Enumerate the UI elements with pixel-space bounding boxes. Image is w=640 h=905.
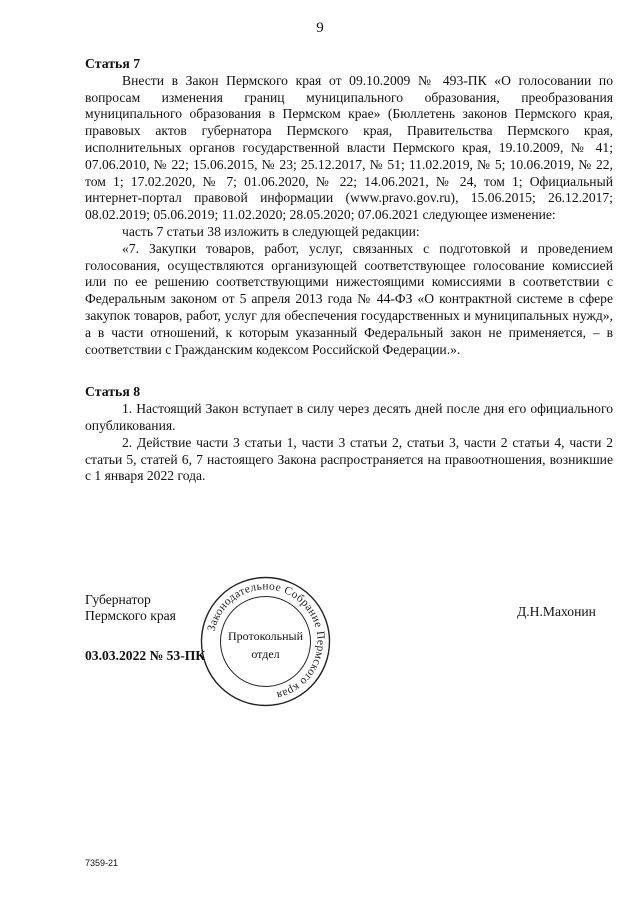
article-7-heading: Статья 7	[85, 56, 141, 71]
signatory-title	[85, 592, 176, 623]
signatory-title-line-2: Пермского края	[85, 607, 176, 623]
official-stamp	[198, 574, 333, 709]
signatory-title-line-1: Губернатор	[85, 592, 151, 607]
article-8-paragraph-2: 2. Действие части 3 статьи 1, части 3 статьи 2, статьи 3, части 2 статьи 4, части 2 статьи 5, статей 6, 7 настоящего Закона распространяется на правоотношения, возникшие с 1 января 2022 года.	[85, 434, 613, 484]
stamp-inner-line-1: Протокольный	[227, 629, 304, 643]
document-code: 7359-21	[85, 858, 119, 868]
stamp-inner-line-2: отдел	[251, 647, 280, 661]
article-7-paragraph-amendment: «7. Закупки товаров, работ, услуг, связанных с подготовкой и проведением голосования, осуществляются организующей соответствующее голосование комиссией или по ее решению соответствующими нижестоящими комиссиями в соответствии с Федеральным законом от 5 апреля 2013 года № 44-ФЗ «О контрактной системе в сфере закупок товаров, работ, услуг для обеспечения государственных и муниципальных нужд», а в части отношений, к которым указанный Федеральный закон не применяется, – в соответствии с Гражданским кодексом Российской Федерации.».	[85, 240, 613, 357]
article-7-paragraph-intro: Внести в Закон Пермского края от 09.10.2009 № 493-ПК «О голосовании по вопросам изменения границ муниципального образования, преобразования муниципального образования в Пермском крае» (Бюллетень законов Пермского края, правовых актов губернатора Пермского края, Правительства Пермского края, исполнительных органов государственной власти Пермского края, 19.10.2009, № 41; 07.06.2010, № 22; 15.06.2015, № 23; 25.12.2017, № 51; 11.02.2019, № 5; 10.06.2019, № 22, том 1; 17.02.2020, № 7; 01.06.2020, № 22; 14.06.2021, № 24, том 1; Официальный интернет-портал правовой информации (www.pravo.gov.ru), 15.06.2015; 26.12.2017; 08.02.2019; 05.06.2019; 11.02.2020; 28.05.2020; 07.06.2021 следующее изменение:	[85, 72, 613, 223]
signatory-name: Д.Н.Махонин	[517, 604, 596, 619]
stamp-ring-text: Законодательное Собрание Пермского края	[205, 580, 327, 702]
section-spacer	[85, 358, 613, 384]
document-body	[85, 56, 613, 485]
page-number: 9	[316, 20, 324, 36]
law-date-number: 03.03.2022 № 53-ПК	[85, 648, 206, 663]
article-8-heading: Статья 8	[85, 384, 141, 400]
article-7-paragraph-instruction: часть 7 статьи 38 изложить в следующей редакции:	[122, 223, 420, 239]
article-8-paragraph-1: 1. Настоящий Закон вступает в силу через десять дней после дня его официального опубликования.	[85, 401, 613, 433]
